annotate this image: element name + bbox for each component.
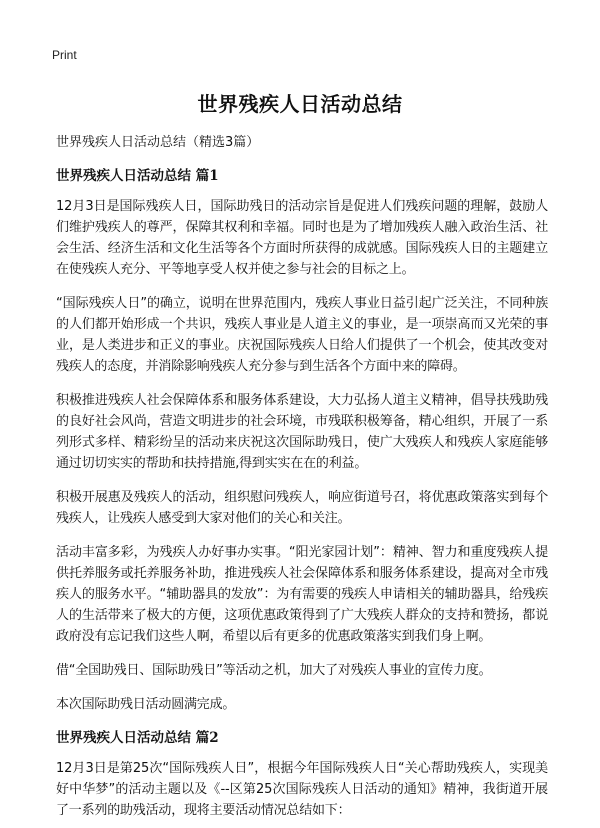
paragraph: 借“全国助残日、国际助残日”等活动之机，加大了对残疾人事业的宣传力度。 (56, 663, 492, 678)
section-1 (56, 166, 600, 715)
print-link[interactable]: Print (52, 48, 77, 62)
section-heading: 世界残疾人日活动总结 篇2 (56, 730, 219, 746)
section-2 (56, 728, 600, 821)
paragraph: 积极推进残疾人社会保障体系和服务体系建设，大力弘扬人道主义精神，倡导扶残助残的良好社会风尚，营造文明进步的社会环境，市残联积极筹备，精心组织，开展了一系列形式多样、精彩纷呈的活动来庆祝这次国际助残日，使广大残疾人和残疾人家庭能够通过切切实实的帮助和扶持措施,得到实实在在的利益。 (56, 393, 548, 471)
paragraph: “国际残疾人日”的确立，说明在世界范围内，残疾人事业日益引起广泛关注，不同种族的人们都开始形成一个共识，残疾人事业是人道主义的事业，是一项崇高而又光荣的事业，是人类进步和正义的事业。庆祝国际残疾人日给人们提供了一个机会，使其改变对残疾人的态度，并消除影响残疾人充分参与到生活各个方面中来的障碍。 (56, 296, 548, 374)
paragraph: 12月3日是第25次“国际残疾人日”，根据今年国际残疾人日“关心帮助残疾人，实现美好中华梦”的活动主题以及《--区第25次国际残疾人日活动的通知》精神，我街道开展了一系列的助残活动，现将主要活动情况总结如下： (56, 761, 548, 818)
document-subtitle: 世界残疾人日活动总结（精选3篇） (56, 135, 260, 150)
paragraph: 本次国际助残日活动圆满完成。 (56, 697, 236, 712)
page-title: 世界残疾人日活动总结 (197, 92, 403, 116)
paragraph: 12月3日是国际残疾人日，国际助残日的活动宗旨是促进人们残疾问题的理解，鼓励人们维护残疾人的尊严，保障其权利和幸福。同时也是为了增加残疾人融入政治生活、社会生活、经济生活和文化生活等各个方面时所获得的成就感。国际残疾人日的主题建立在使残疾人充分、平等地享受人权并使之参与社会的目标之上。 (56, 199, 548, 277)
section-heading: 世界残疾人日活动总结 篇1 (56, 168, 219, 184)
paragraph: 积极开展惠及残疾人的活动，组织慰问残疾人，响应街道号召，将优惠政策落实到每个残疾人，让残疾人感受到大家对他们的关心和关注。 (56, 490, 548, 526)
paragraph: 活动丰富多彩，为残疾人办好事办实事。“阳光家园计划”：精神、智力和重度残疾人提供托养服务或托养服务补助，推进残疾人社会保障体系和服务体系建设，提高对全市残疾人的服务水平。“辅助器具的发放”：为有需要的残疾人申请相关的辅助器具，给残疾人的生活带来了极大的方便，这项优惠政策得到了广大残疾人群众的支持和赞扬，都说政府没有忘记我们这些人啊，希望以后有更多的优惠政策落实到我们身上啊。 (56, 545, 548, 644)
